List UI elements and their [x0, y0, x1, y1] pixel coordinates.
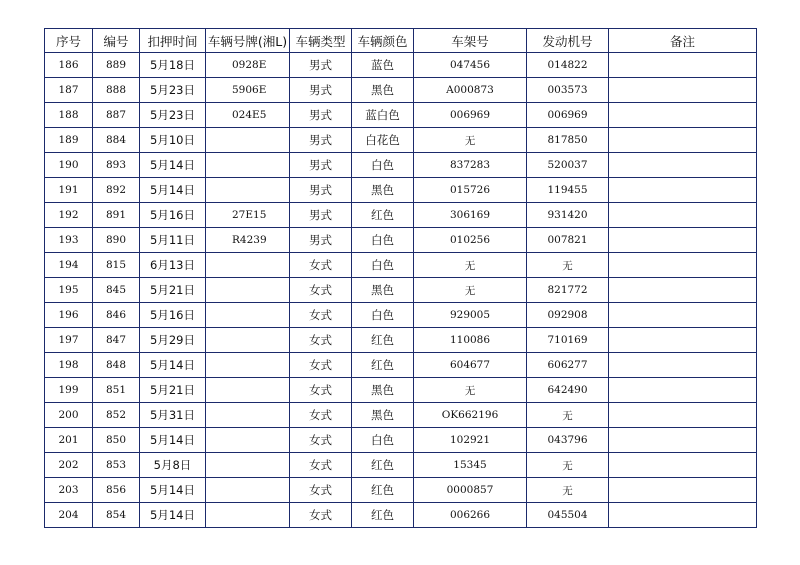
cell-index: 195: [45, 278, 93, 303]
cell-remarks: [609, 78, 757, 103]
cell-index: 188: [45, 103, 93, 128]
cell-seizure-date: 5月16日: [140, 303, 206, 328]
cell-seizure-date: 5月10日: [140, 128, 206, 153]
cell-index: 191: [45, 178, 93, 203]
cell-vehicle-color: 白色: [352, 253, 414, 278]
cell-vehicle-color: 红色: [352, 353, 414, 378]
cell-remarks: [609, 278, 757, 303]
cell-number: 850: [93, 428, 140, 453]
cell-number: 889: [93, 53, 140, 78]
cell-number: 846: [93, 303, 140, 328]
cell-frame-number: 15345: [414, 453, 527, 478]
cell-plate: [206, 178, 290, 203]
cell-plate: [206, 353, 290, 378]
cell-number: 893: [93, 153, 140, 178]
cell-vehicle-color: 红色: [352, 203, 414, 228]
cell-engine-number: 043796: [527, 428, 609, 453]
cell-plate: [206, 453, 290, 478]
cell-seizure-date: 5月18日: [140, 53, 206, 78]
cell-plate: 5906E: [206, 78, 290, 103]
cell-seizure-date: 5月23日: [140, 78, 206, 103]
cell-seizure-date: 5月31日: [140, 403, 206, 428]
cell-vehicle-color: 黑色: [352, 178, 414, 203]
table-row: [45, 153, 757, 178]
cell-index: 198: [45, 353, 93, 378]
cell-vehicle-color: 红色: [352, 503, 414, 528]
cell-frame-number: 837283: [414, 153, 527, 178]
table-row: [45, 178, 757, 203]
header-cell-number: 编号: [93, 29, 140, 53]
cell-frame-number: 无: [414, 378, 527, 403]
cell-vehicle-type: 女式: [290, 428, 352, 453]
table-row: [45, 128, 757, 153]
cell-plate: [206, 428, 290, 453]
table-row: [45, 428, 757, 453]
cell-frame-number: 306169: [414, 203, 527, 228]
cell-seizure-date: 5月14日: [140, 153, 206, 178]
cell-remarks: [609, 228, 757, 253]
cell-vehicle-type: 女式: [290, 328, 352, 353]
cell-vehicle-color: 蓝色: [352, 53, 414, 78]
cell-seizure-date: 5月14日: [140, 353, 206, 378]
table-row: [45, 203, 757, 228]
cell-seizure-date: 5月23日: [140, 103, 206, 128]
cell-plate: 024E5: [206, 103, 290, 128]
cell-vehicle-type: 女式: [290, 378, 352, 403]
cell-index: 190: [45, 153, 93, 178]
cell-number: 851: [93, 378, 140, 403]
cell-engine-number: 520037: [527, 153, 609, 178]
cell-vehicle-type: 男式: [290, 178, 352, 203]
cell-engine-number: 821772: [527, 278, 609, 303]
table-row: [45, 353, 757, 378]
cell-engine-number: 006969: [527, 103, 609, 128]
cell-vehicle-type: 女式: [290, 353, 352, 378]
cell-number: 853: [93, 453, 140, 478]
cell-frame-number: 604677: [414, 353, 527, 378]
cell-vehicle-type: 男式: [290, 228, 352, 253]
cell-vehicle-color: 黑色: [352, 403, 414, 428]
table-row: [45, 403, 757, 428]
table-row: [45, 478, 757, 503]
cell-engine-number: 817850: [527, 128, 609, 153]
header-cell-engine-number: 发动机号: [527, 29, 609, 53]
cell-number: 888: [93, 78, 140, 103]
cell-number: 890: [93, 228, 140, 253]
cell-number: 845: [93, 278, 140, 303]
cell-index: 197: [45, 328, 93, 353]
cell-remarks: [609, 203, 757, 228]
cell-vehicle-type: 女式: [290, 503, 352, 528]
cell-vehicle-type: 女式: [290, 303, 352, 328]
cell-remarks: [609, 353, 757, 378]
header-cell-vehicle-type: 车辆类型: [290, 29, 352, 53]
cell-engine-number: 045504: [527, 503, 609, 528]
cell-plate: [206, 253, 290, 278]
vehicle-record-table: [44, 28, 757, 528]
cell-seizure-date: 5月11日: [140, 228, 206, 253]
cell-index: 194: [45, 253, 93, 278]
cell-plate: [206, 278, 290, 303]
cell-plate: [206, 478, 290, 503]
cell-remarks: [609, 503, 757, 528]
header-cell-index: 序号: [45, 29, 93, 53]
cell-number: 852: [93, 403, 140, 428]
cell-index: 202: [45, 453, 93, 478]
cell-vehicle-color: 黑色: [352, 278, 414, 303]
cell-number: 884: [93, 128, 140, 153]
cell-index: 196: [45, 303, 93, 328]
cell-engine-number: 931420: [527, 203, 609, 228]
header-row: [45, 29, 757, 53]
cell-remarks: [609, 128, 757, 153]
cell-number: 854: [93, 503, 140, 528]
cell-engine-number: 642490: [527, 378, 609, 403]
cell-frame-number: 929005: [414, 303, 527, 328]
table-body: [45, 53, 757, 528]
cell-engine-number: 无: [527, 253, 609, 278]
cell-frame-number: 006266: [414, 503, 527, 528]
cell-vehicle-color: 红色: [352, 328, 414, 353]
cell-frame-number: 0000857: [414, 478, 527, 503]
cell-number: 892: [93, 178, 140, 203]
cell-frame-number: 110086: [414, 328, 527, 353]
cell-remarks: [609, 103, 757, 128]
cell-vehicle-color: 黑色: [352, 378, 414, 403]
cell-seizure-date: 5月8日: [140, 453, 206, 478]
cell-engine-number: 710169: [527, 328, 609, 353]
cell-index: 186: [45, 53, 93, 78]
cell-index: 204: [45, 503, 93, 528]
cell-number: 887: [93, 103, 140, 128]
cell-engine-number: 无: [527, 403, 609, 428]
cell-engine-number: 014822: [527, 53, 609, 78]
cell-vehicle-color: 白色: [352, 303, 414, 328]
cell-seizure-date: 5月21日: [140, 278, 206, 303]
cell-seizure-date: 5月29日: [140, 328, 206, 353]
cell-remarks: [609, 453, 757, 478]
cell-index: 199: [45, 378, 93, 403]
cell-vehicle-type: 男式: [290, 78, 352, 103]
cell-engine-number: 003573: [527, 78, 609, 103]
cell-seizure-date: 5月14日: [140, 428, 206, 453]
cell-number: 891: [93, 203, 140, 228]
cell-engine-number: 606277: [527, 353, 609, 378]
cell-frame-number: 047456: [414, 53, 527, 78]
table-row: [45, 328, 757, 353]
cell-vehicle-color: 白花色: [352, 128, 414, 153]
cell-seizure-date: 6月13日: [140, 253, 206, 278]
table-row: [45, 278, 757, 303]
table-row: [45, 303, 757, 328]
cell-vehicle-type: 男式: [290, 53, 352, 78]
cell-remarks: [609, 328, 757, 353]
cell-plate: 27E15: [206, 203, 290, 228]
cell-remarks: [609, 303, 757, 328]
header-cell-seizure-date: 扣押时间: [140, 29, 206, 53]
table-row: [45, 253, 757, 278]
table-row: [45, 78, 757, 103]
cell-frame-number: 015726: [414, 178, 527, 203]
cell-vehicle-type: 女式: [290, 478, 352, 503]
cell-vehicle-color: 白色: [352, 428, 414, 453]
cell-plate: [206, 378, 290, 403]
cell-vehicle-type: 女式: [290, 253, 352, 278]
cell-plate: [206, 128, 290, 153]
cell-number: 847: [93, 328, 140, 353]
cell-index: 203: [45, 478, 93, 503]
cell-number: 848: [93, 353, 140, 378]
cell-number: 815: [93, 253, 140, 278]
cell-vehicle-type: 男式: [290, 128, 352, 153]
cell-plate: [206, 153, 290, 178]
cell-seizure-date: 5月14日: [140, 503, 206, 528]
cell-engine-number: 007821: [527, 228, 609, 253]
table-row: [45, 103, 757, 128]
cell-frame-number: 010256: [414, 228, 527, 253]
cell-plate: R4239: [206, 228, 290, 253]
header-cell-vehicle-color: 车辆颜色: [352, 29, 414, 53]
cell-remarks: [609, 253, 757, 278]
cell-index: 200: [45, 403, 93, 428]
cell-plate: [206, 403, 290, 428]
cell-vehicle-color: 蓝白色: [352, 103, 414, 128]
cell-vehicle-type: 男式: [290, 153, 352, 178]
header-cell-remarks: 备注: [609, 29, 757, 53]
cell-plate: 0928E: [206, 53, 290, 78]
cell-remarks: [609, 178, 757, 203]
cell-engine-number: 092908: [527, 303, 609, 328]
cell-remarks: [609, 428, 757, 453]
cell-plate: [206, 303, 290, 328]
cell-seizure-date: 5月14日: [140, 478, 206, 503]
table-row: [45, 453, 757, 478]
cell-engine-number: 无: [527, 478, 609, 503]
cell-index: 193: [45, 228, 93, 253]
cell-vehicle-type: 女式: [290, 403, 352, 428]
table-row: [45, 378, 757, 403]
cell-index: 189: [45, 128, 93, 153]
cell-vehicle-color: 白色: [352, 153, 414, 178]
cell-vehicle-type: 男式: [290, 203, 352, 228]
cell-index: 187: [45, 78, 93, 103]
cell-number: 856: [93, 478, 140, 503]
cell-vehicle-color: 红色: [352, 453, 414, 478]
cell-vehicle-type: 男式: [290, 103, 352, 128]
cell-frame-number: A000873: [414, 78, 527, 103]
cell-plate: [206, 328, 290, 353]
cell-index: 201: [45, 428, 93, 453]
cell-vehicle-type: 女式: [290, 278, 352, 303]
cell-vehicle-type: 女式: [290, 453, 352, 478]
cell-remarks: [609, 378, 757, 403]
cell-frame-number: OK662196: [414, 403, 527, 428]
cell-plate: [206, 503, 290, 528]
cell-frame-number: 006969: [414, 103, 527, 128]
cell-frame-number: 无: [414, 253, 527, 278]
cell-seizure-date: 5月16日: [140, 203, 206, 228]
header-cell-frame-number: 车架号: [414, 29, 527, 53]
cell-vehicle-color: 红色: [352, 478, 414, 503]
cell-seizure-date: 5月21日: [140, 378, 206, 403]
cell-frame-number: 无: [414, 278, 527, 303]
cell-engine-number: 119455: [527, 178, 609, 203]
cell-engine-number: 无: [527, 453, 609, 478]
table-row: [45, 228, 757, 253]
table-row: [45, 53, 757, 78]
table-row: [45, 503, 757, 528]
cell-vehicle-color: 黑色: [352, 78, 414, 103]
cell-frame-number: 102921: [414, 428, 527, 453]
header-cell-plate: 车辆号牌(湘L): [206, 29, 290, 53]
cell-remarks: [609, 53, 757, 78]
cell-seizure-date: 5月14日: [140, 178, 206, 203]
cell-remarks: [609, 478, 757, 503]
cell-remarks: [609, 153, 757, 178]
cell-index: 192: [45, 203, 93, 228]
cell-frame-number: 无: [414, 128, 527, 153]
cell-remarks: [609, 403, 757, 428]
cell-vehicle-color: 白色: [352, 228, 414, 253]
